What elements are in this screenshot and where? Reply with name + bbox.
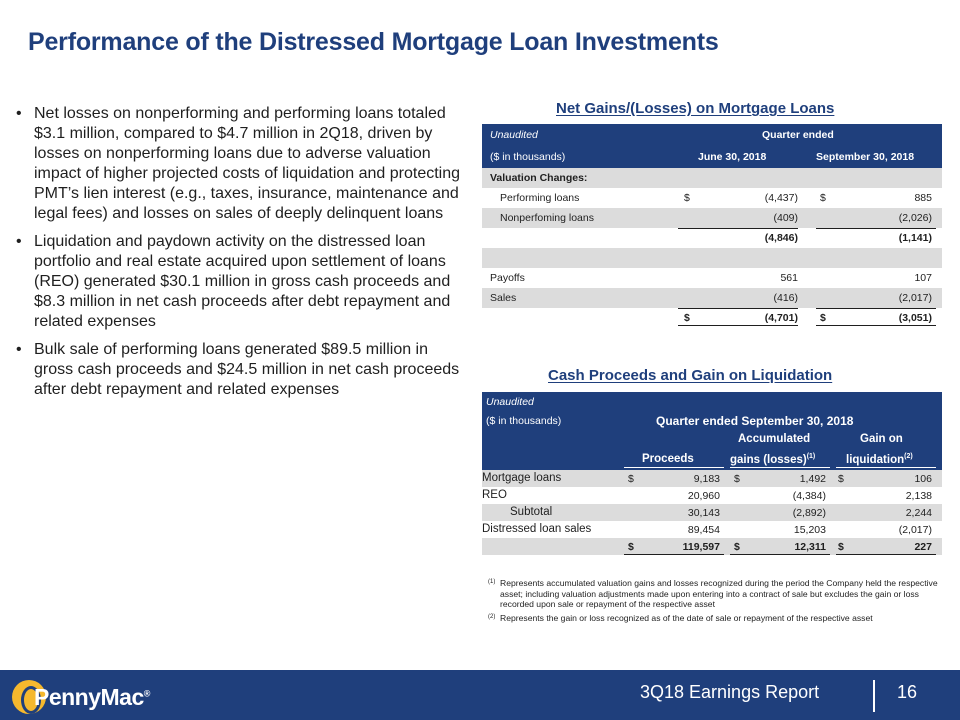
unaudited-label: Unaudited (486, 396, 534, 408)
dollar-sign: $ (628, 541, 634, 553)
footnote-mark: (2) (488, 613, 496, 620)
unaudited-label: Unaudited (490, 129, 538, 141)
cell-value: 2,244 (905, 507, 932, 519)
footnote (488, 578, 938, 610)
row-label: REO (482, 489, 507, 501)
footer-divider (873, 680, 875, 712)
header-rule (730, 467, 830, 468)
table-row (482, 228, 942, 248)
table-row (482, 288, 942, 308)
table-row (482, 521, 942, 538)
footnote-mark: (1) (488, 579, 496, 585)
column-header-liquidation: liquidation$^{(2)}$ (846, 453, 913, 466)
report-name: 3Q18 Earnings Report (640, 682, 820, 702)
column-header-gains-losses: gains (losses)$^{(1)}$ (730, 453, 816, 466)
bullet-list (16, 104, 466, 408)
period-header: Quarter ended September 30, 2018 (656, 414, 854, 428)
section-label: Valuation Changes: (490, 172, 588, 184)
cell-value: (4,701) (764, 312, 798, 324)
double-rule (624, 554, 724, 555)
cell-value: (2,017) (898, 292, 932, 304)
bullet-item (16, 340, 466, 400)
cell-value: (3,051) (898, 312, 932, 324)
table-row (482, 487, 942, 504)
table-row (482, 268, 942, 288)
cell-value: (416) (773, 292, 798, 304)
dollar-sign: $ (684, 192, 690, 204)
column-header-accumulated: Accumulated (738, 433, 811, 445)
row-label: Subtotal (510, 506, 553, 518)
table-header-row (482, 144, 942, 168)
cell-value: 12,311 (794, 541, 826, 553)
cash-proceeds-table (482, 392, 942, 556)
table-row (482, 188, 942, 208)
footnote-text: Represents the gain or loss recognized as of the date of sale or repayment of the respective asset (500, 612, 873, 623)
footnotes (488, 578, 938, 626)
cell-value: (4,384) (792, 490, 826, 502)
dollar-sign: $ (838, 473, 844, 485)
pennymac-logo (12, 678, 162, 714)
bullet-text: Bulk sale of performing loans generated $89.5 million in gross cash proceeds and $24.5 million in net cash proceeds after debt repayment and related expenses (34, 341, 460, 398)
cell-value: 89,454 (687, 524, 720, 536)
dollar-sign: $ (628, 473, 634, 485)
page-number: 16 (897, 682, 918, 702)
double-rule (836, 554, 936, 555)
cell-value: 9,183 (693, 473, 720, 485)
bullet-dot-icon: • (16, 105, 22, 122)
cell-value: 106 (914, 473, 932, 485)
footnote-text: Represents accumulated valuation gains and losses recognized during the period the Company held the respective asset; including valuation adjustments made upon entering into a contract of sale but excludes the gain or loss recorded upon sale or repayment of the respective asset (500, 578, 938, 609)
row-label: Nonperfoming loans (500, 212, 594, 224)
row-label: Performing loans (500, 192, 580, 204)
header-rule (836, 467, 936, 468)
dollar-sign: $ (684, 312, 690, 324)
cell-value: (409) (773, 212, 798, 224)
bullet-text: Liquidation and paydown activity on the distressed loan portfolio and real estate acquired upon settlement of loans (REO) generated $30.1 million in gross cash proceeds and $8.3 million in net cash proceeds after debt repayment and related expenses (34, 233, 451, 330)
cell-value: (4,846) (764, 232, 798, 244)
table-row (482, 470, 942, 487)
table-header-row (482, 430, 942, 470)
bullet-text: Net losses on nonperforming and performing loans totaled $3.1 million, compared to $4.7 million in 2Q18, driven by losses on nonperforming loans due to adverse valuation impact of higher projected costs of liquidation and protecting PMT’s lien interest (e.g., taxes, insurance, maintenance and legal fees) and losses on sales of deeply delinquent loans (34, 105, 461, 222)
cell-value: (2,892) (792, 507, 826, 519)
column-header-september: September 30, 2018 (816, 151, 915, 163)
page-title: Performance of the Distressed Mortgage Loan Investments (28, 28, 719, 56)
row-label: Mortgage loans (482, 472, 562, 484)
table-row (482, 168, 942, 188)
cell-value: 107 (914, 272, 932, 284)
units-label: ($ in thousands) (486, 415, 562, 427)
logo-text: PennyMac® (34, 684, 150, 710)
cell-value: 561 (780, 272, 798, 284)
cell-value: (4,437) (764, 192, 798, 204)
column-header-june: June 30, 2018 (698, 151, 767, 163)
gains-losses-table (482, 124, 942, 328)
dollar-sign: $ (734, 541, 740, 553)
double-rule (816, 325, 936, 326)
cell-value: 885 (914, 192, 932, 204)
table-row (482, 504, 942, 521)
dollar-sign: $ (820, 312, 826, 324)
dollar-sign: $ (838, 541, 844, 553)
column-header-proceeds: Proceeds (642, 453, 694, 465)
table-row (482, 208, 942, 228)
gains-losses-table-title: Net Gains/(Losses) on Mortgage Loans (556, 100, 835, 117)
footer-bar (0, 670, 960, 720)
table-header-row (482, 124, 942, 144)
double-rule (730, 554, 830, 555)
table-row-total (482, 538, 942, 555)
cell-value: (2,017) (898, 524, 932, 536)
header-rule (624, 467, 724, 468)
cell-value: (2,026) (898, 212, 932, 224)
bullet-item (16, 104, 466, 224)
cash-proceeds-table-title: Cash Proceeds and Gain on Liquidation (548, 367, 833, 384)
cell-value: 1,492 (799, 473, 826, 485)
row-label: Payoffs (490, 272, 525, 284)
bullet-item (16, 232, 466, 332)
units-label: ($ in thousands) (490, 151, 566, 163)
table-header-row (482, 392, 942, 410)
bullet-dot-icon: • (16, 233, 22, 250)
cell-value: (1,141) (898, 232, 932, 244)
cell-value: 227 (914, 541, 932, 553)
row-label: Sales (490, 292, 517, 304)
column-header-gain-on: Gain on (860, 433, 903, 445)
dollar-sign: $ (734, 473, 740, 485)
cell-value: 119,597 (682, 541, 720, 553)
row-label: Distressed loan sales (482, 523, 592, 535)
period-header: Quarter ended (762, 129, 834, 141)
cell-value: 30,143 (687, 507, 720, 519)
cell-value: 2,138 (905, 490, 932, 502)
cell-value: 20,960 (687, 490, 720, 502)
cell-value: 15,203 (793, 524, 826, 536)
bullet-dot-icon: • (16, 341, 22, 358)
footnote (488, 613, 938, 624)
double-rule (678, 325, 798, 326)
table-header-row (482, 410, 942, 430)
table-row-spacer (482, 248, 942, 268)
dollar-sign: $ (820, 192, 826, 204)
